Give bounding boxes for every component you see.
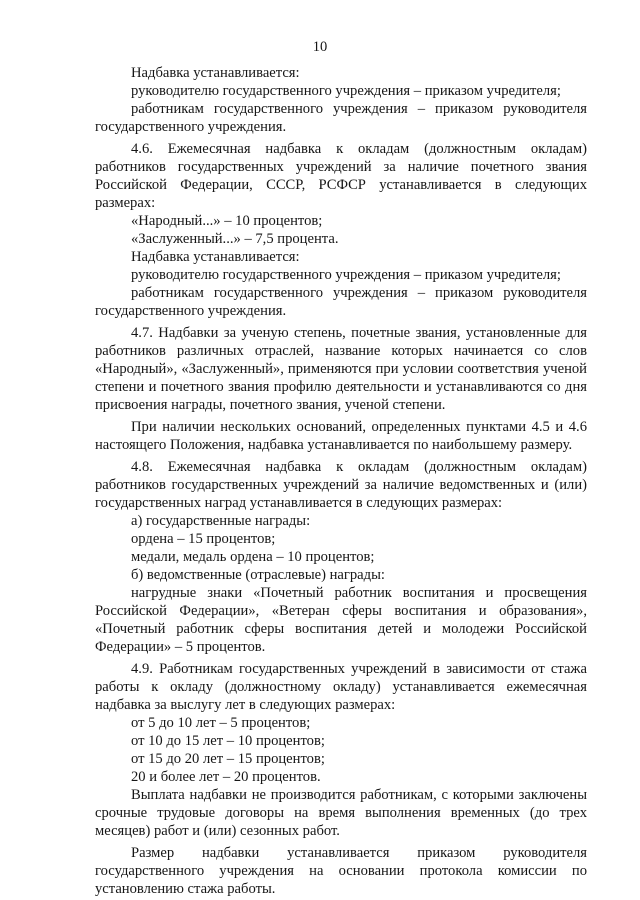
paragraph-head-by-founder-2: руководителю государственного учреждения – приказом учредителя; [131,267,561,283]
paragraph-seniority-20-plus: 20 и более лет – 20 процентов. [131,769,321,785]
paragraph-multiple-grounds: При наличии нескольких оснований, определенных пунктами 4.5 и 4.6 настоящего Положения, надбавка устанавливается по наибольшему размеру. [95,419,587,453]
paragraph-4-7: 4.7. Надбавки за ученую степень, почетные звания, установленные для работников различных отраслей, название которых начинается со слов «Народный», «Заслуженный», применяются при условии соответствия ученой степени и почетного звания профилю деятельности и устанавливаются со дня присвоения награды, почетного звания, ученой степени. [95,325,587,413]
document-body [95,64,587,898]
paragraph-departmental-awards: б) ведомственные (отраслевые) награды: [131,567,385,583]
paragraph-state-awards: а) государственные награды: [131,513,311,529]
paragraph-staff-by-head: работникам государственного учреждения – приказом руководителя государственного учреждения. [95,101,587,135]
paragraph-seniority-15-20: от 15 до 20 лет – 15 процентов; [131,751,325,767]
paragraph-head-by-founder: руководителю государственного учреждения – приказом учредителя; [131,83,561,99]
paragraph-medals: медали, медаль ордена – 10 процентов; [131,549,375,565]
paragraph-allowance-established-2: Надбавка устанавливается: [131,249,300,265]
paragraph-staff-by-head-2: работникам государственного учреждения – приказом руководителя государственного учреждения. [95,285,587,319]
paragraph-seniority-10-15: от 10 до 15 лет – 10 процентов; [131,733,325,749]
paragraph-zasluzhenny: «Заслуженный...» – 7,5 процента. [131,231,339,247]
page-number: 10 [312,39,328,55]
paragraph-4-6: 4.6. Ежемесячная надбавка к окладам (должностным окладам) работников государственных учреждений за наличие почетного звания Российской Федерации, СССР, РСФСР устанавливается в следующих размерах: [95,141,587,211]
paragraph-no-payment: Выплата надбавки не производится работникам, с которыми заключены срочные трудовые договоры на время выполнения временных (до трех месяцев) работ и (или) сезонных работ. [95,787,587,839]
paragraph-badges: нагрудные знаки «Почетный работник воспитания и просвещения Российской Федерации», «Ветеран сферы воспитания и образования», «Почетный работник сферы воспитания детей и молодежи Российской Федерации» – 5 процентов. [95,585,587,655]
paragraph-allowance-established: Надбавка устанавливается: [131,65,300,81]
paragraph-orders: ордена – 15 процентов; [131,531,276,547]
paragraph-allowance-size: Размер надбавки устанавливается приказом руководителя государственного учреждения на основании протокола комиссии по установлению стажа работы. [95,845,587,897]
paragraph-narodny: «Народный...» – 10 процентов; [131,213,323,229]
paragraph-4-8: 4.8. Ежемесячная надбавка к окладам (должностным окладам) работников государственных учреждений за наличие ведомственных и (или) государственных наград устанавливается в следующих размерах: [95,459,587,511]
paragraph-4-9: 4.9. Работникам государственных учреждений в зависимости от стажа работы к окладу (должностному окладу) устанавливается ежемесячная надбавка за выслугу лет в следующих размерах: [95,661,587,713]
paragraph-seniority-5-10: от 5 до 10 лет – 5 процентов; [131,715,311,731]
